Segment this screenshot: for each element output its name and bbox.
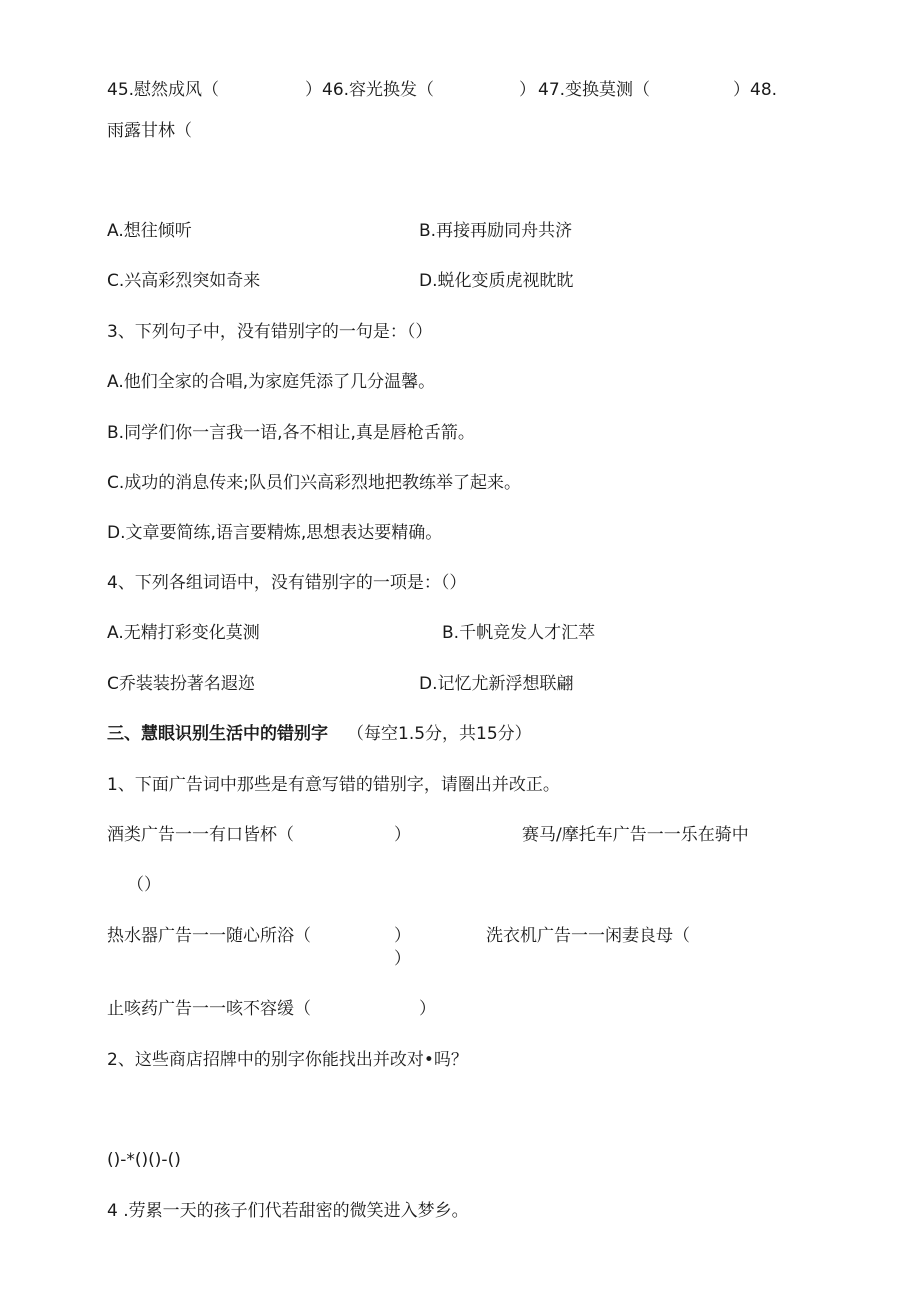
idiom-45-close: ） [305,80,322,100]
q3-option-b: B.同学们你一言我一语,各不相让,真是唇枪舌箭。 [107,423,475,443]
ad-cough: 止咳药广告一一咳不容缓（ [107,999,311,1019]
q3-option-d: D.文章要简练,语言要精炼,思想表达要精确。 [107,523,443,543]
section-3-title: 三、慧眼识别生活中的错别字 [107,724,328,744]
q2-option-d: D.蜕化变质虎视眈眈 [419,271,574,291]
ad-heater-close: ） [394,926,411,946]
q3-option-c: C.成功的消息传来;队员们兴高彩烈地把教练举了起来。 [107,473,522,493]
idiom-45: 45.慰然成风（ [107,80,220,100]
q4-option-c: C乔装装扮著名遐迩 [107,674,255,694]
q4-option-a: A.无精打彩变化莫测 [107,623,260,643]
q4-option-b: B.千帆竞发人才汇萃 [442,623,596,643]
ad-cough-close: ） [419,999,436,1019]
s3-q2-blanks: ()-*()()-() [107,1150,181,1170]
idiom-47-close: ）48. [733,80,778,100]
s3-q2-stem: 2、这些商店招牌中的别字你能找出并改对•吗？ [107,1050,468,1070]
item-4: 4 .劳累一天的孩子们代若甜密的微笑进入梦乡。 [107,1201,469,1221]
q4-option-d: D.记忆尤新浮想联翩 [419,674,574,694]
ad-moto: 赛马/摩托车广告一一乐在骑中 [522,825,749,845]
q3-stem: 3、下列句子中，没有错别字的一句是：（） [107,322,433,342]
ad-moto-paren: （） [127,875,161,895]
idiom-48: 雨露甘林（ [107,121,192,141]
idiom-46-close: ） [519,80,536,100]
ad-wine-close: ） [394,825,411,845]
idiom-46: 46.容光换发（ [322,80,435,100]
ad-heater: 热水器广告一一随心所浴（ [107,926,311,946]
section-3-score: （每空1.5分，共15分） [347,724,532,744]
q2-option-b: B.再接再励同舟共济 [419,221,573,241]
q4-stem: 4、下列各组词语中，没有错别字的一项是：（） [107,573,467,593]
ad-washer-close: ） [394,949,411,969]
q3-option-a: A.他们全家的合唱,为家庭凭添了几分温馨。 [107,372,436,392]
s3-q1-stem: 1、下面广告词中那些是有意写错的错别字，请圈出并改正。 [107,775,560,795]
idiom-47: 47.变换莫测（ [538,80,651,100]
ad-washer: 洗衣机广告一一闲妻良母（ [486,926,690,946]
q2-option-c: C.兴高彩烈突如奇来 [107,271,261,291]
q2-option-a: A.想往倾听 [107,221,192,241]
ad-wine: 酒类广告一一有口皆杯（ [107,825,294,845]
